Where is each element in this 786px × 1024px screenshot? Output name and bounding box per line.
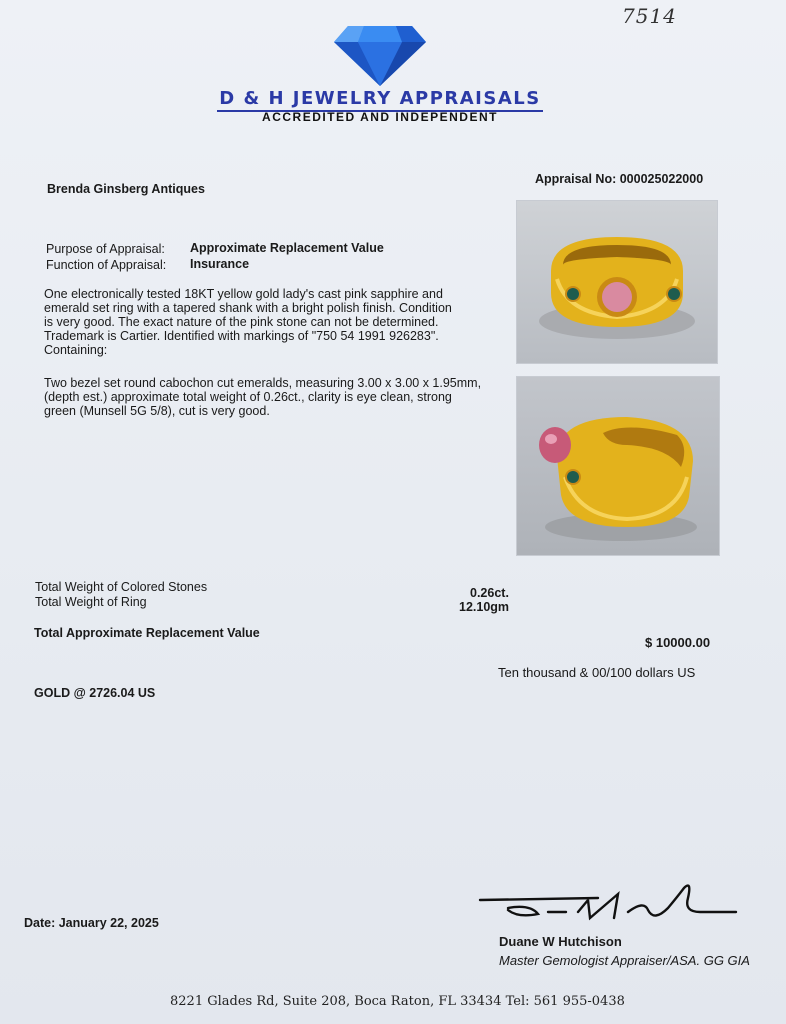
gold-price: GOLD @ 2726.04 US <box>34 686 156 700</box>
diamond-logo-icon <box>334 26 426 86</box>
appraisal-date: Date: January 22, 2025 <box>24 916 159 930</box>
company-name: D & H JEWELRY APPRAISALS <box>0 88 760 109</box>
handwritten-file-number: 7514 <box>622 4 677 28</box>
client-name: Brenda Ginsberg Antiques <box>47 182 205 196</box>
stones-line: (depth est.) approximate total weight of 0.26ct., clarity is eye clean, strong <box>44 390 452 404</box>
appraiser-signature-icon <box>478 878 738 928</box>
stones-line: green (Munsell 5G 5/8), cut is very good. <box>44 404 270 418</box>
function-label: Function of Appraisal: <box>46 258 167 272</box>
description-line: emerald set ring with a tapered shank with a bright polish finish. Condition <box>44 301 452 315</box>
purpose-value: Approximate Replacement Value <box>190 241 384 255</box>
colored-stones-weight-label: Total Weight of Colored Stones <box>35 580 208 594</box>
ring-photo-front <box>516 200 718 364</box>
colored-stones-weight-value: 0.26ct. <box>470 586 509 600</box>
appraiser-title: Master Gemologist Appraiser/ASA. GG GIA <box>499 953 750 968</box>
ring-weight-label: Total Weight of Ring <box>35 595 147 609</box>
description-line: Containing: <box>44 343 108 357</box>
replacement-value-amount: $ 10000.00 <box>645 635 711 650</box>
footer-address: 8221 Glades Rd, Suite 208, Boca Raton, FL 33434 Tel: 561 955-0438 <box>170 994 625 1009</box>
stones-line: Two bezel set round cabochon cut emeralds, measuring 3.00 x 3.00 x 1.95mm, <box>44 376 482 390</box>
ring-description <box>44 287 494 357</box>
appraisal-number: Appraisal No: 000025022000 <box>535 172 704 186</box>
purpose-label: Purpose of Appraisal: <box>46 242 165 256</box>
description-line: Trademark is Cartier. Identified with markings of "750 54 1991 926283". <box>44 329 439 343</box>
description-line: One electronically tested 18KT yellow gold lady's cast pink sapphire and <box>44 287 443 301</box>
description-line: is very good. The exact nature of the pink stone can not be determined. <box>44 315 439 329</box>
ring-photo-side <box>516 376 720 556</box>
ring-weight-value: 12.10gm <box>459 600 510 614</box>
replacement-value-words: Ten thousand & 00/100 dollars US <box>498 665 696 680</box>
replacement-value-label: Total Approximate Replacement Value <box>34 626 260 640</box>
function-value: Insurance <box>190 257 250 271</box>
appraiser-name: Duane W Hutchison <box>499 934 622 949</box>
stones-description <box>44 376 494 418</box>
company-tagline: ACCREDITED AND INDEPENDENT <box>262 110 498 124</box>
